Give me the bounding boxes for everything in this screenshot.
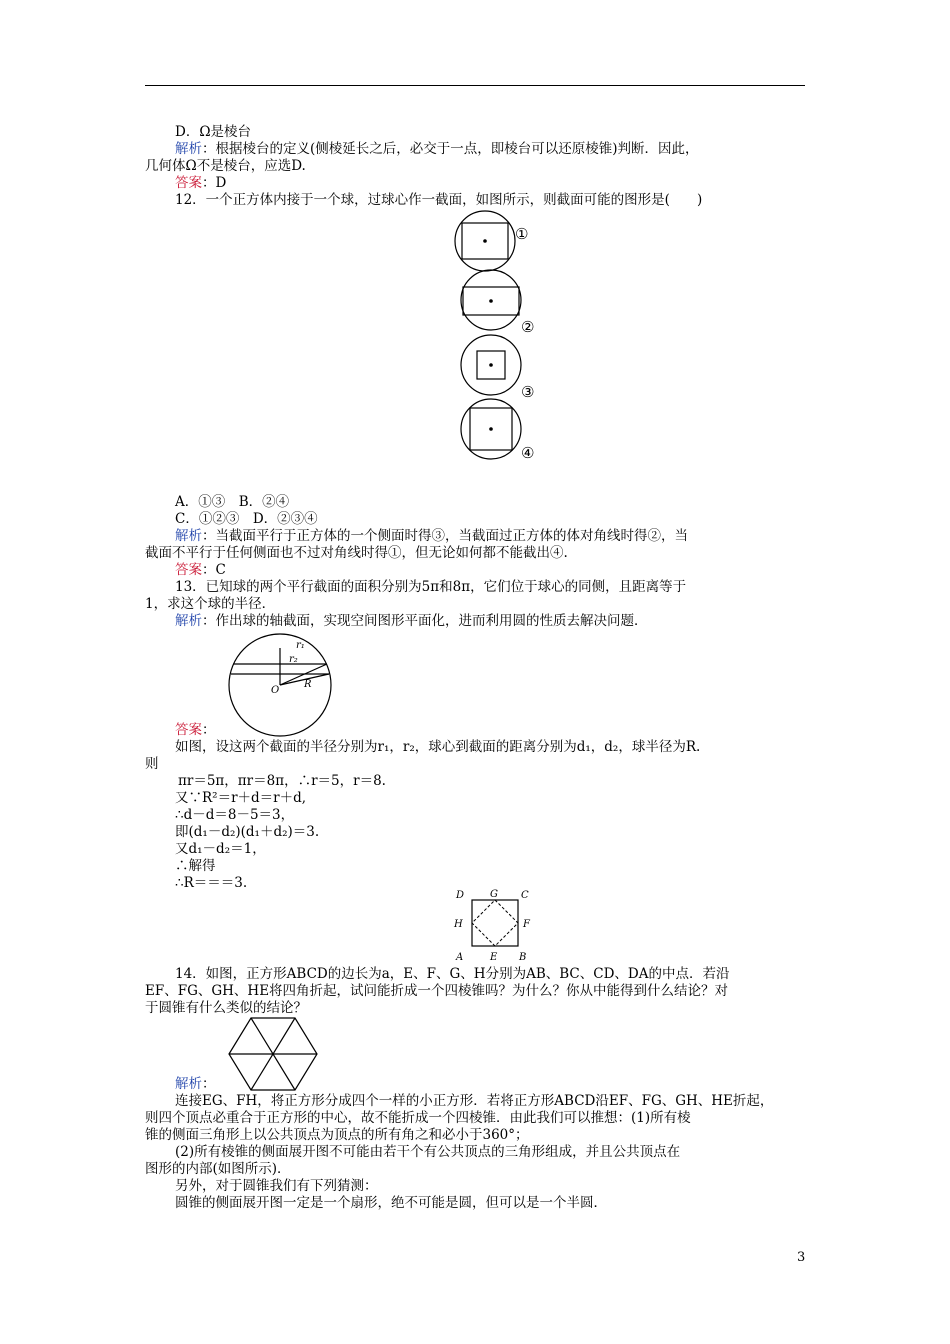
center-4 bbox=[489, 427, 493, 431]
label-R: R bbox=[304, 679, 312, 690]
analysis-14: 解析： bbox=[175, 1076, 216, 1092]
question-13: 13．已知球的两个平行截面的面积分别为5π和8π，它们位于球心的同侧，且距离等于 bbox=[175, 579, 687, 595]
solution-13-6: 即(d₁－d₂)(d₁＋d₂)＝3. bbox=[175, 824, 320, 840]
analysis-12-cont: 截面不平行于任何侧面也不过对角线时得①，但无论如何都不能截出④. bbox=[145, 545, 568, 561]
solution-14-5: 图形的内部(如图所示)． bbox=[145, 1161, 291, 1177]
question-12: 12．一个正方体内接于一个球，过球心作一截面，如图所示，则截面可能的图形是( ) bbox=[175, 192, 703, 208]
header-rule bbox=[145, 85, 805, 86]
label-B: B bbox=[519, 952, 527, 963]
label-r2: r₂ bbox=[289, 654, 298, 665]
question-14: 14．如图，正方形ABCD的边长为a，E、F、G、H分别为AB、BC、CD、DA的中点．若沿 bbox=[175, 966, 730, 982]
solution-13-2: 则 bbox=[145, 756, 159, 772]
figure-14-hexagon bbox=[226, 1016, 320, 1096]
label-D: D bbox=[456, 890, 465, 901]
solution-13-1: 如图，设这两个截面的半径分别为r₁，r₂，球心到截面的距离分别为d₁，d₂，球半径为R. bbox=[175, 739, 701, 755]
center-2 bbox=[489, 299, 493, 303]
solution-13-9: ∴R＝＝＝3. bbox=[175, 875, 248, 891]
option-d: D．Ω是棱台 bbox=[175, 124, 252, 140]
label-r1: r₁ bbox=[296, 640, 305, 651]
label-O: O bbox=[271, 685, 280, 696]
page-number: 3 bbox=[797, 1250, 806, 1265]
figure-14-square bbox=[450, 885, 540, 965]
square-abcd bbox=[472, 900, 518, 946]
options-cd: C．①②③ D．②③④ bbox=[175, 511, 318, 527]
solution-14-4: (2)所有棱锥的侧面展开图不可能由若干个有公共顶点的三角形组成，并且公共顶点在 bbox=[175, 1144, 681, 1160]
solution-13-8: ∴解得 bbox=[175, 858, 216, 874]
solution-14-1: 连接EG、FH，将正方形分成四个一样的小正方形．若将正方形ABCD沿EF、FG、GH、HE折起， bbox=[175, 1093, 774, 1109]
analysis-11-cont: 几何体Ω不是棱台，应选D. bbox=[145, 158, 306, 174]
label-G: G bbox=[490, 889, 498, 900]
solution-13-3: πr＝5π，πr＝8π，∴r＝5，r＝8. bbox=[178, 773, 386, 789]
label-A: A bbox=[456, 952, 464, 963]
label-H: H bbox=[454, 919, 463, 930]
label-2: ② bbox=[521, 318, 535, 336]
options-ab: A．①③ B．②④ bbox=[175, 494, 290, 510]
label-F: F bbox=[523, 919, 530, 930]
figure-13-sphere-section bbox=[226, 630, 338, 740]
solution-14-6: 另外，对于圆锥我们有下列猜测： bbox=[175, 1178, 378, 1194]
answer-12: 答案：C bbox=[175, 562, 226, 578]
analysis-12: 解析：当截面平行于正方体的一个侧面时得③，当截面过正方体的体对角线时得②，当 bbox=[175, 528, 688, 544]
answer-13: 答案： bbox=[175, 722, 216, 738]
label-3: ③ bbox=[521, 383, 535, 401]
solution-13-4: 又∵R²＝r＋d＝r＋d, bbox=[175, 790, 307, 806]
label-4: ④ bbox=[521, 444, 535, 462]
analysis-13: 解析：作出球的轴截面，实现空间图形平面化，进而利用圆的性质去解决问题． bbox=[175, 613, 648, 629]
figure-12-circles bbox=[445, 208, 545, 466]
solution-14-2: 则四个顶点必重合于正方形的中心，故不能折成一个四棱锥．由此我们可以推想：(1)所有棱 bbox=[145, 1110, 691, 1126]
solution-14-7: 圆锥的侧面展开图一定是一个扇形，绝不可能是圆，但可以是一个半圆． bbox=[175, 1195, 607, 1211]
solution-13-5: ∴d－d＝8－5＝3， bbox=[175, 807, 295, 823]
center-1 bbox=[483, 239, 487, 243]
solution-14-3: 锥的侧面三角形上以公共顶点为顶点的所有角之和必小于360°； bbox=[145, 1127, 529, 1143]
inner-square-efgh bbox=[472, 900, 518, 946]
solution-13-7: 又d₁－d₂＝1， bbox=[175, 841, 266, 857]
analysis-11: 解析：根据棱台的定义(侧棱延长之后，必交于一点，即棱台可以还原棱锥)判断．因此， bbox=[175, 141, 699, 157]
center-3 bbox=[489, 363, 493, 367]
question-13-cont: 1，求这个球的半径． bbox=[145, 596, 276, 612]
label-E: E bbox=[490, 952, 498, 963]
question-14-cont2: 于圆锥有什么类似的结论？ bbox=[145, 1000, 307, 1016]
question-14-cont: EF、FG、GH、HE将四角折起，试问能折成一个四棱锥吗？为什么？你从中能得到什么结论？对 bbox=[145, 983, 729, 999]
label-1: ① bbox=[515, 225, 529, 243]
label-C: C bbox=[521, 890, 529, 901]
answer-11: 答案：D bbox=[175, 175, 227, 191]
